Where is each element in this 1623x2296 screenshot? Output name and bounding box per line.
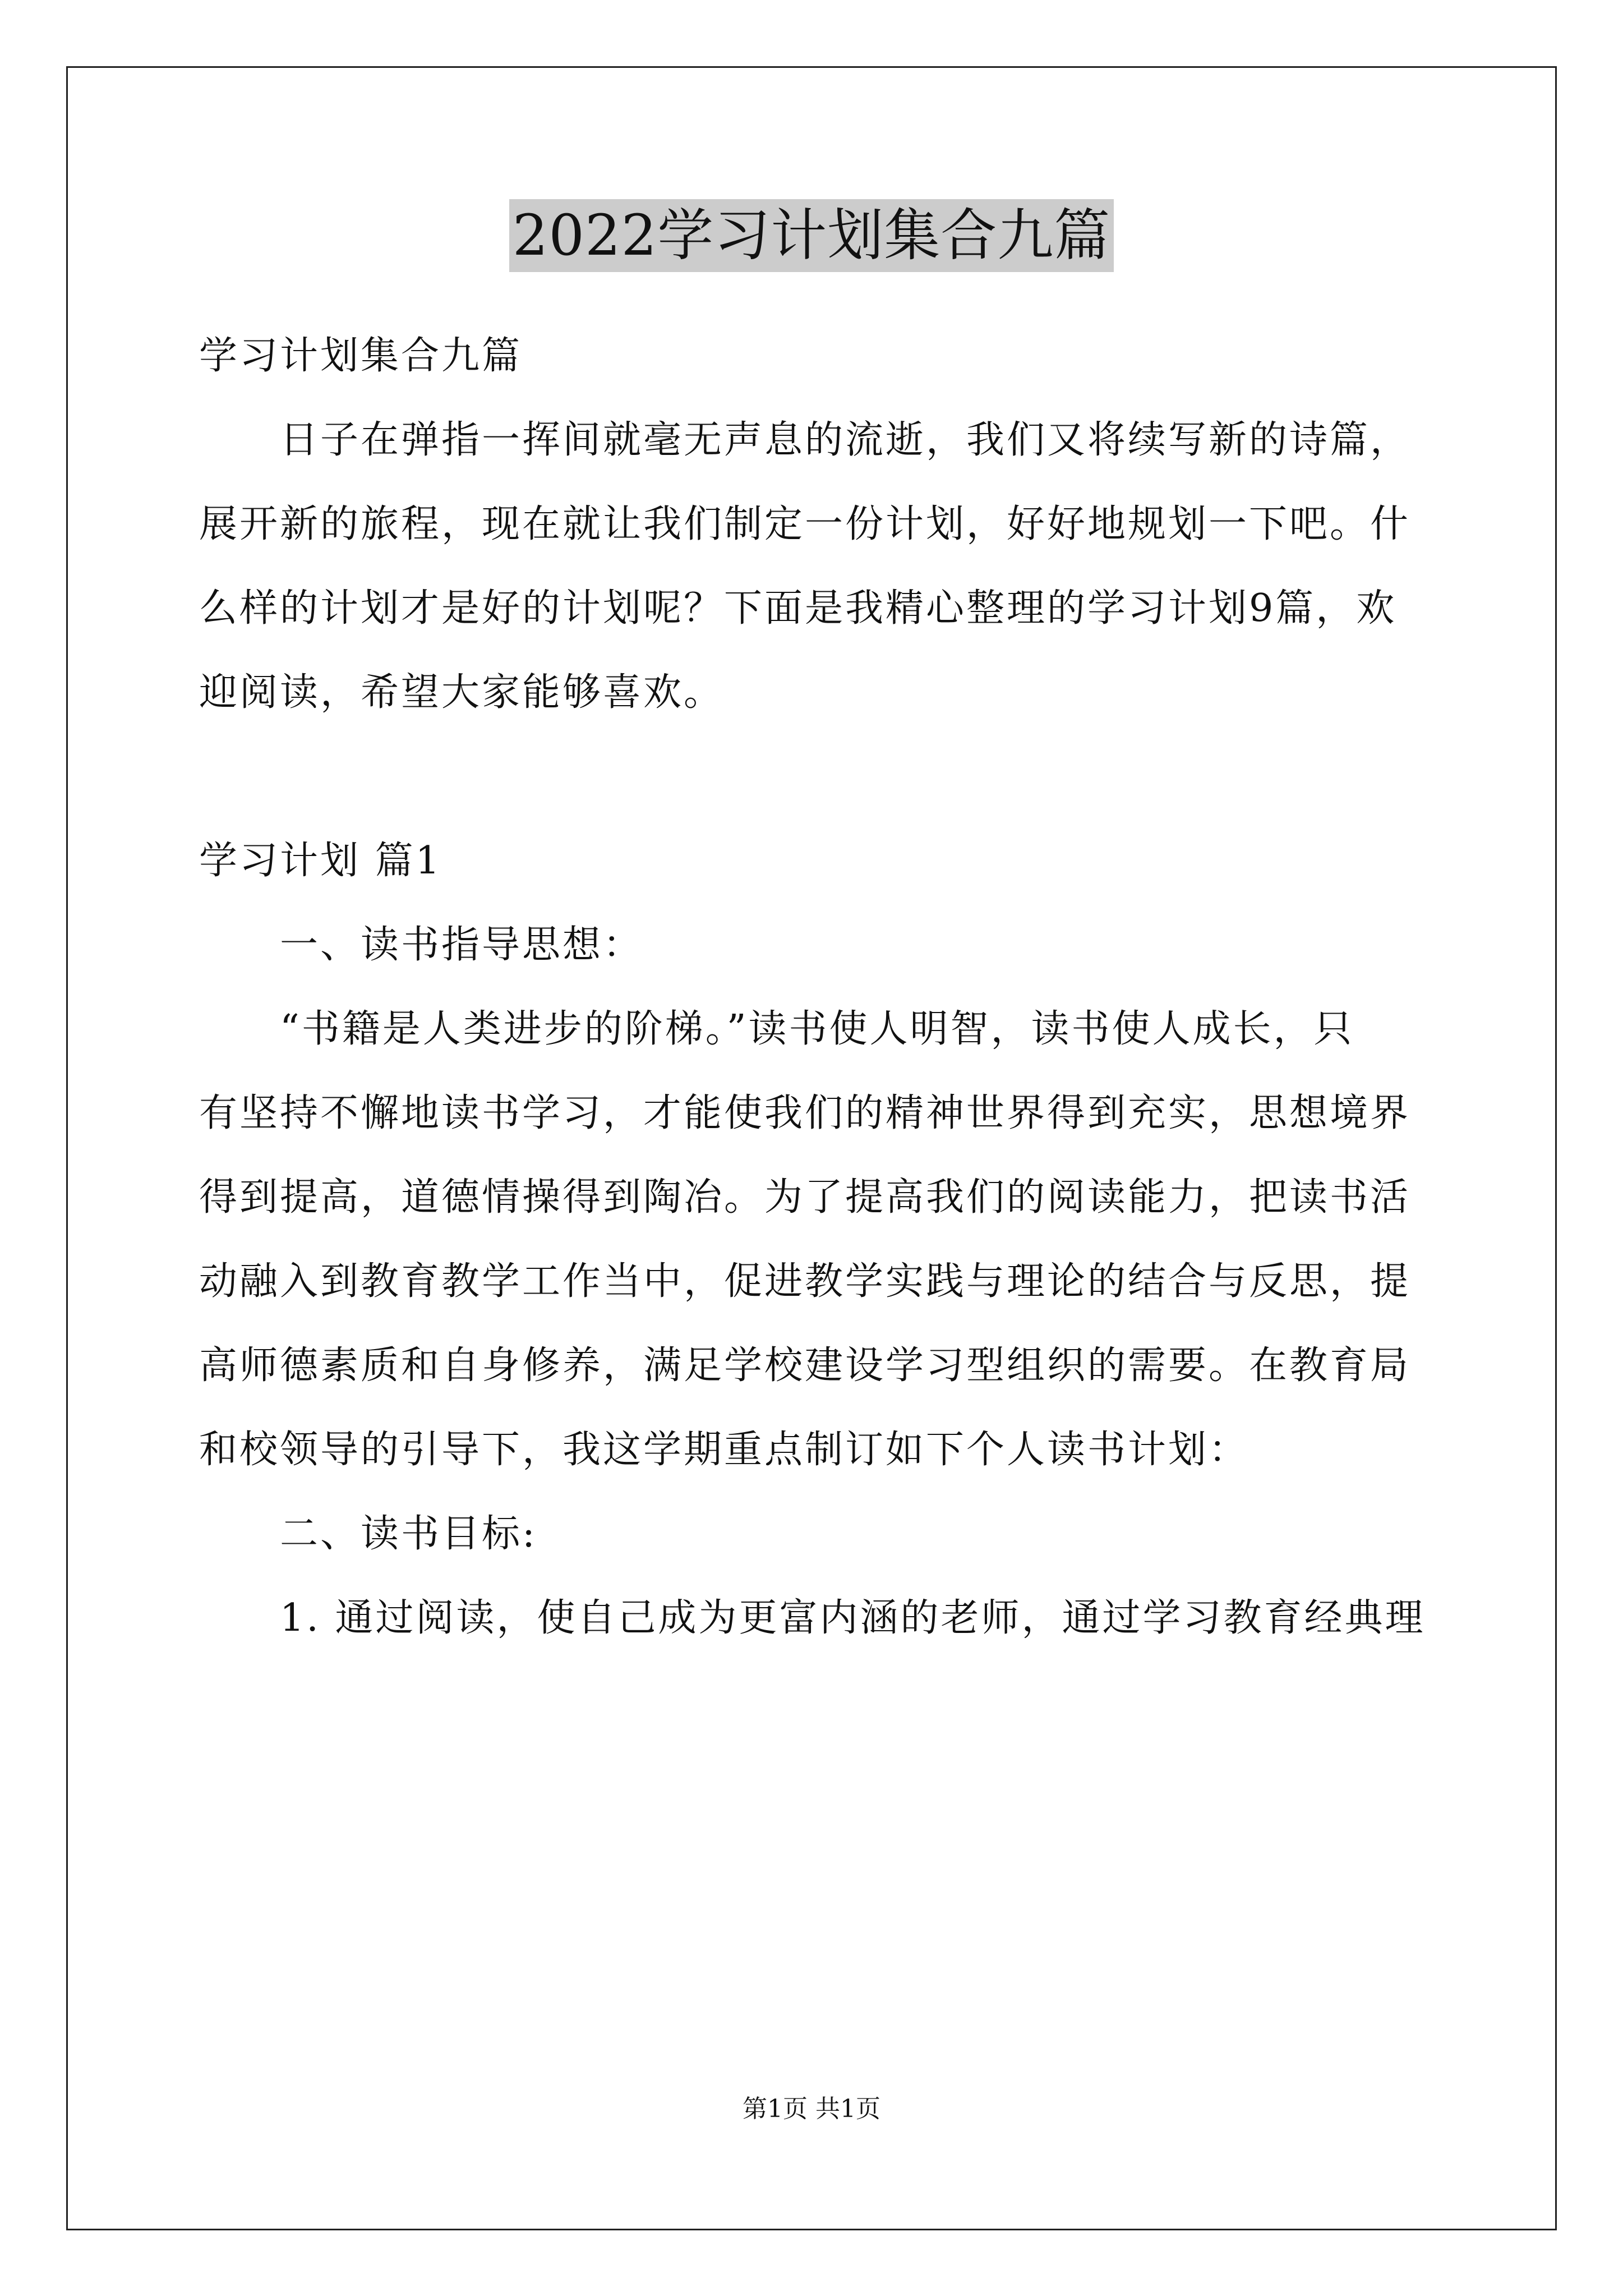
section-spacer bbox=[199, 735, 1427, 819]
intro-line: 展开新的旅程，现在就让我们制定一份计划，好好地规划一下吧。什 bbox=[199, 502, 1411, 546]
page-footer: 第1页 共1页 bbox=[743, 2095, 880, 2123]
document-subtitle: 学习计划集合九篇 bbox=[199, 334, 523, 378]
heading-reading-philosophy: 一、读书指导思想： bbox=[280, 923, 644, 967]
paragraph-line: 和校领导的引导下，我这学期重点制订如下个人读书计划： bbox=[199, 1428, 1249, 1472]
document-body bbox=[199, 314, 1427, 1660]
paragraph-line: 动融入到教育教学工作当中，促进教学实践与理论的结合与反思，提 bbox=[199, 1259, 1411, 1304]
intro-line: 迎阅读，希望大家能够喜欢。 bbox=[199, 670, 725, 715]
list-item: 1. 通过阅读，使自己成为更富内涵的老师，通过学习教育经典理 bbox=[280, 1596, 1426, 1640]
paragraph-line: 得到提高，道德情操得到陶冶。为了提高我们的阅读能力，把读书活 bbox=[199, 1175, 1411, 1220]
section-heading: 学习计划 篇1 bbox=[199, 839, 442, 883]
title-container bbox=[0, 199, 1623, 272]
paragraph-line: “书籍是人类进步的阶梯。”读书使人明智，读书使人成长，只 bbox=[280, 1007, 1354, 1051]
document-title: 2022学习计划集合九篇 bbox=[509, 199, 1114, 272]
paragraph-line: 高师德素质和自身修养，满足学校建设学习型组织的需要。在教育局 bbox=[199, 1343, 1411, 1388]
intro-line: 么样的计划才是好的计划呢？下面是我精心整理的学习计划9篇，欢 bbox=[199, 586, 1397, 631]
paragraph-line: 有坚持不懈地读书学习，才能使我们的精神世界得到充实，思想境界 bbox=[199, 1091, 1411, 1135]
heading-reading-goals: 二、读书目标: bbox=[280, 1512, 537, 1556]
intro-line: 日子在弹指一挥间就毫无声息的流逝，我们又将续写新的诗篇， bbox=[280, 418, 1411, 462]
